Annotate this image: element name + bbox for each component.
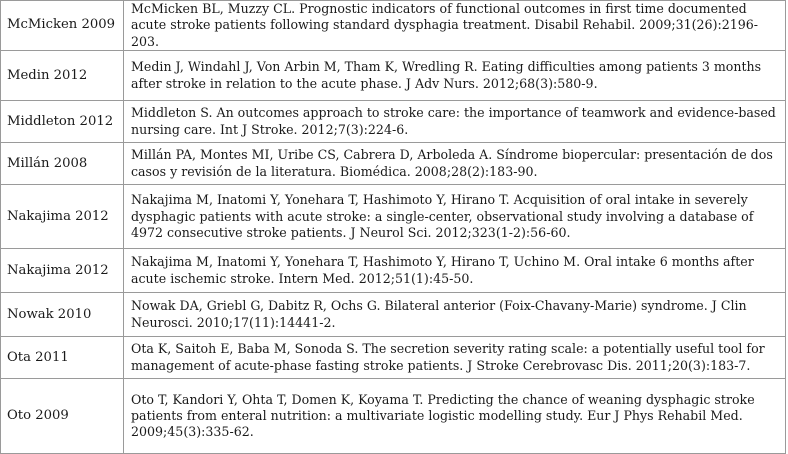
table-row: [1, 185, 786, 249]
study-cell: Nowak 2010: [1, 293, 124, 337]
table-row: [1, 1, 786, 51]
table-row: [1, 143, 786, 185]
study-cell: Ota 2011: [1, 337, 124, 379]
study-cell: Oto 2009: [1, 379, 124, 454]
study-cell: Nakajima 2012: [1, 249, 124, 293]
citation-cell: Medin J, Windahl J, Von Arbin M, Tham K, Wredling R. Eating difficulties among patients 3 months after stroke in relation to the acute phase. J Adv Nurs. 2012;68(3):580-9.: [124, 51, 786, 101]
citation-cell: Nakajima M, Inatomi Y, Yonehara T, Hashimoto Y, Hirano T, Uchino M. Oral intake 6 months after acute ischemic stroke. Intern Med. 2012;51(1):45-50.: [124, 249, 786, 293]
study-cell: Millán 2008: [1, 143, 124, 185]
citation-cell: Ota K, Saitoh E, Baba M, Sonoda S. The secretion severity rating scale: a potentially useful tool for management of acute-phase fasting stroke patients. J Stroke Cerebrovasc Dis. 2011;20(3):183-7.: [124, 337, 786, 379]
citation-cell: Oto T, Kandori Y, Ohta T, Domen K, Koyama T. Predicting the chance of weaning dysphagic stroke patients from enteral nutrition: a multivariate logistic modelling study. Eur J Phys Rehabil Med. 2009;45(3):335-62.: [124, 379, 786, 454]
study-cell: Medin 2012: [1, 51, 124, 101]
table-row: [1, 249, 786, 293]
study-cell: McMicken 2009: [1, 1, 124, 51]
citation-cell: Middleton S. An outcomes approach to stroke care: the importance of teamwork and evidence-based nursing care. Int J Stroke. 2012;7(3):224-6.: [124, 101, 786, 143]
table-row: [1, 51, 786, 101]
citation-cell: Millán PA, Montes MI, Uribe CS, Cabrera D, Arboleda A. Síndrome biopercular: presentación de dos casos y revisión de la literatura. Biomédica. 2008;28(2):183-90.: [124, 143, 786, 185]
table-row: [1, 293, 786, 337]
study-cell: Nakajima 2012: [1, 185, 124, 249]
table-row: [1, 379, 786, 454]
table-row: [1, 101, 786, 143]
table-row: [1, 337, 786, 379]
citation-cell: Nakajima M, Inatomi Y, Yonehara T, Hashimoto Y, Hirano T. Acquisition of oral intake in severely dysphagic patients with acute stroke: a single-center, observational study involving a database of 4972 consecutive stroke patients. J Neurol Sci. 2012;323(1-2):56-60.: [124, 185, 786, 249]
citation-cell: McMicken BL, Muzzy CL. Prognostic indicators of functional outcomes in first time documented acute stroke patients following standard dysphagia treatment. Disabil Rehabil. 2009;31(26):2196-203.: [124, 1, 786, 51]
citation-cell: Nowak DA, Griebl G, Dabitz R, Ochs G. Bilateral anterior (Foix-Chavany-Marie) syndrome. J Clin Neurosci. 2010;17(11):14441-2.: [124, 293, 786, 337]
study-cell: Middleton 2012: [1, 101, 124, 143]
